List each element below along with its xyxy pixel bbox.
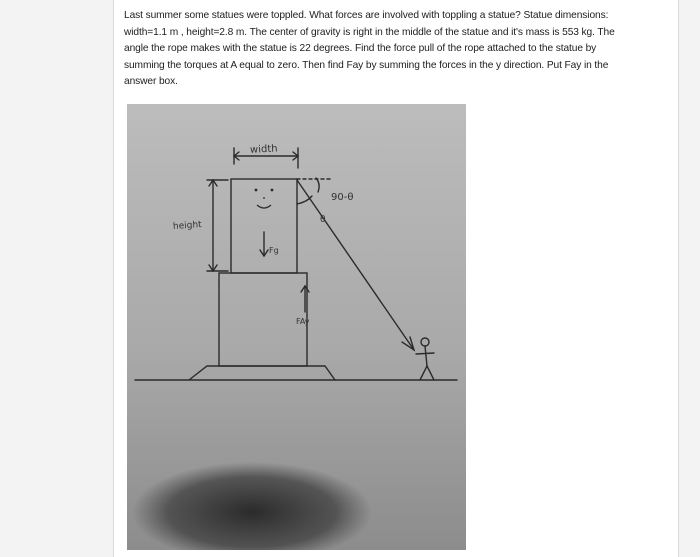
fg-label: Fg: [269, 246, 279, 255]
height-label: height: [172, 219, 203, 232]
document-page: [113, 0, 679, 557]
theta-label: θ: [320, 215, 326, 225]
angle-complement-label: 90-θ: [331, 192, 354, 203]
question-text: Last summer some statues were toppled. What forces are involved with toppling a statue? Statue dimensions: width=1.1 m , height=2.8 m. The center of gravity is right in the middle of the statue and it's mass is 553 kg. The angle the rope makes with the statue is 22 degrees. Find the force pull of the rope attached to the statue by summing the torques at A equal to zero. Then find Fay by summing the forces in the y direction. Put Fay in the answer box.: [124, 10, 615, 87]
statue-diagram-photo: [127, 104, 466, 550]
width-label: width: [249, 143, 278, 156]
fay-label: FAy: [296, 317, 310, 326]
